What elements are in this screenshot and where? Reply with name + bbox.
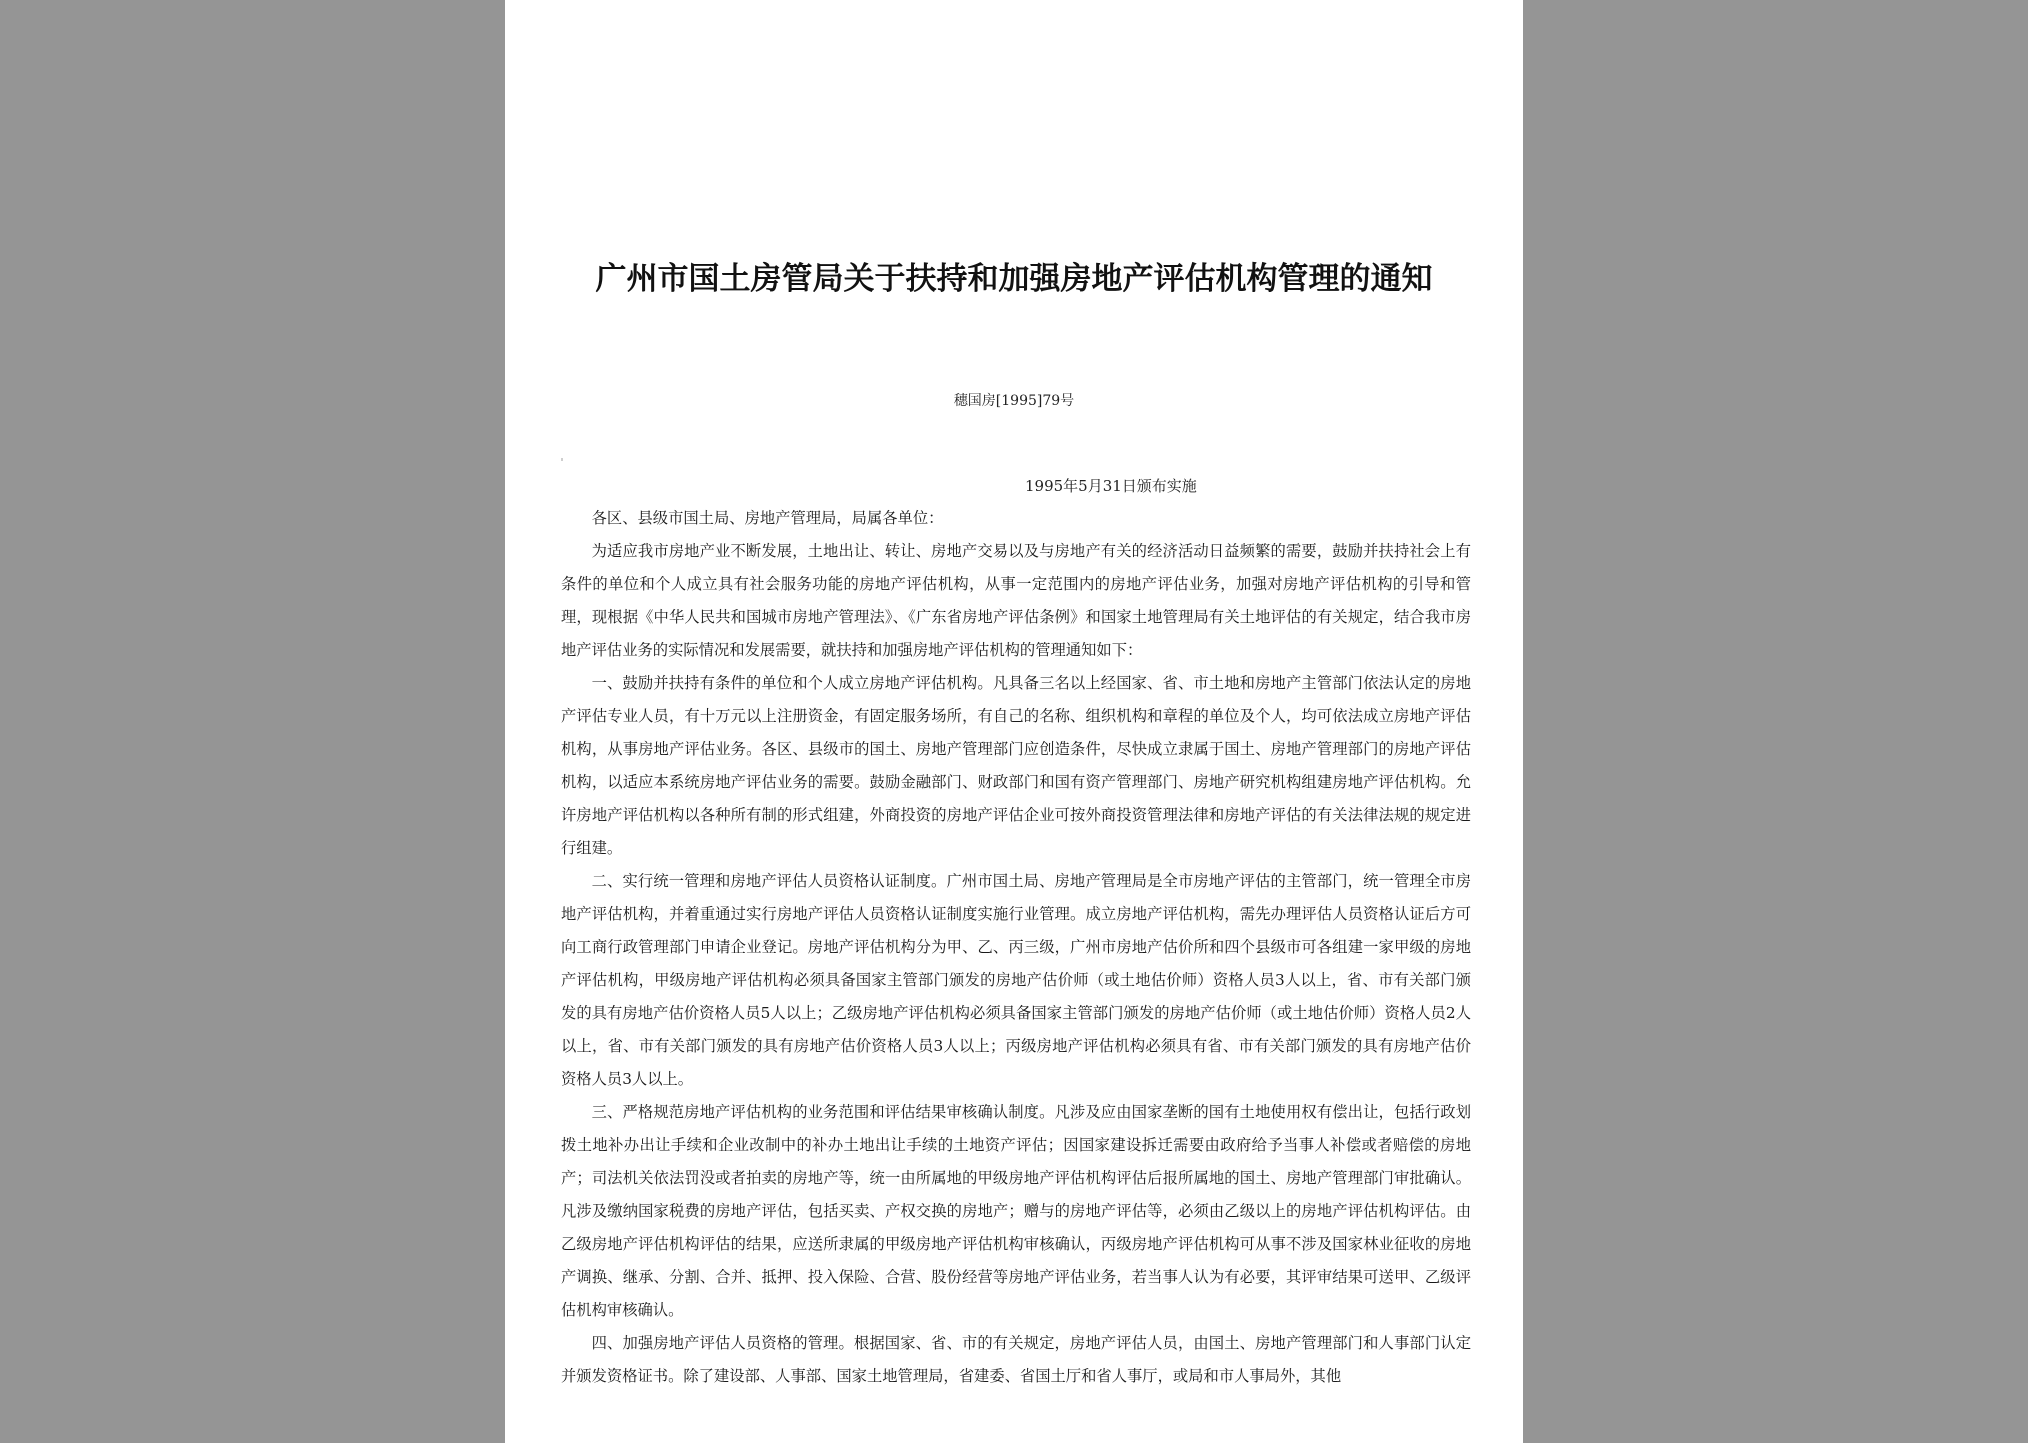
document-page <box>505 0 1523 1443</box>
document-number: 穗国房[1995]79号 <box>953 393 1075 409</box>
body-paragraph: 一、鼓励并扶持有条件的单位和个人成立房地产评估机构。凡具备三名以上经国家、省、市土地和房地产主管部门依法认定的房地产评估专业人员，有十万元以上注册资金，有固定服务场所，有自己的名称、组织机构和章程的单位及个人，均可依法成立房地产评估机构，从事房地产评估业务。各区、县级市的国土、房地产管理部门应创造条件，尽快成立隶属于国土、房地产管理部门的房地产评估机构，以适应本系统房地产评估业务的需要。鼓励金融部门、财政部门和国有资产管理部门、房地产研究机构组建房地产评估机构。允许房地产评估机构以各种所有制的形式组建，外商投资的房地产评估企业可按外商投资管理法律和房地产评估的有关法律法规的规定进行组建。 <box>561 674 1471 857</box>
addressee-line: 各区、县级市国土局、房地产管理局，局属各单位： <box>591 509 944 527</box>
scan-speck <box>561 458 563 461</box>
body-paragraph: 为适应我市房地产业不断发展，土地出让、转让、房地产交易以及与房地产有关的经济活动日益频繁的需要，鼓励并扶持社会上有条件的单位和个人成立具有社会服务功能的房地产评估机构，从事一定范围内的房地产评估业务，加强对房地产评估机构的引导和管理，现根据《中华人民共和国城市房地产管理法》、《广东省房地产评估条例》和国家土地管理局有关土地评估的有关规定，结合我市房地产评估业务的实际情况和发展需要，就扶持和加强房地产评估机构的管理通知如下： <box>561 542 1471 659</box>
document-body <box>561 502 1471 1393</box>
body-paragraph: 四、加强房地产评估人员资格的管理。根据国家、省、市的有关规定，房地产评估人员，由国土、房地产管理部门和人事部门认定并颁发资格证书。除了建设部、人事部、国家土地管理局，省建委、省国土厅和省人事厅，或局和市人事局外，其他 <box>561 1334 1471 1385</box>
publication-date: 1995年5月31日颁布实施 <box>1025 477 1197 495</box>
body-paragraph: 三、严格规范房地产评估机构的业务范围和评估结果审核确认制度。凡涉及应由国家垄断的国有土地使用权有偿出让，包括行政划拨土地补办出让手续和企业改制中的补办土地出让手续的土地资产评估；因国家建设拆迁需要由政府给予当事人补偿或者赔偿的房地产；司法机关依法罚没或者拍卖的房地产等，统一由所属地的甲级房地产评估机构评估后报所属地的国土、房地产管理部门审批确认。凡涉及缴纳国家税费的房地产评估，包括买卖、产权交换的房地产；赠与的房地产评估等，必须由乙级以上的房地产评估机构评估。由乙级房地产评估机构评估的结果，应送所隶属的甲级房地产评估机构审核确认，丙级房地产评估机构可从事不涉及国家林业征收的房地产调换、继承、分割、合并、抵押、投入保险、合营、股份经营等房地产评估业务，若当事人认为有必要，其评审结果可送甲、乙级评估机构审核确认。 <box>561 1103 1471 1319</box>
document-title: 广州市国土房管局关于扶持和加强房地产评估机构管理的通知 <box>595 261 1433 297</box>
body-paragraph: 二、实行统一管理和房地产评估人员资格认证制度。广州市国土局、房地产管理局是全市房地产评估的主管部门，统一管理全市房地产评估机构，并着重通过实行房地产评估人员资格认证制度实施行业管理。成立房地产评估机构，需先办理评估人员资格认证后方可向工商行政管理部门申请企业登记。房地产评估机构分为甲、乙、丙三级，广州市房地产估价所和四个县级市可各组建一家甲级的房地产评估机构，甲级房地产评估机构必须具备国家主管部门颁发的房地产估价师（或土地估价师）资格人员3人以上，省、市有关部门颁发的具有房地产估价资格人员5人以上；乙级房地产评估机构必须具备国家主管部门颁发的房地产估价师（或土地估价师）资格人员2人以上，省、市有关部门颁发的具有房地产估价资格人员3人以上；丙级房地产评估机构必须具有省、市有关部门颁发的具有房地产估价资格人员3人以上。 <box>561 872 1471 1088</box>
